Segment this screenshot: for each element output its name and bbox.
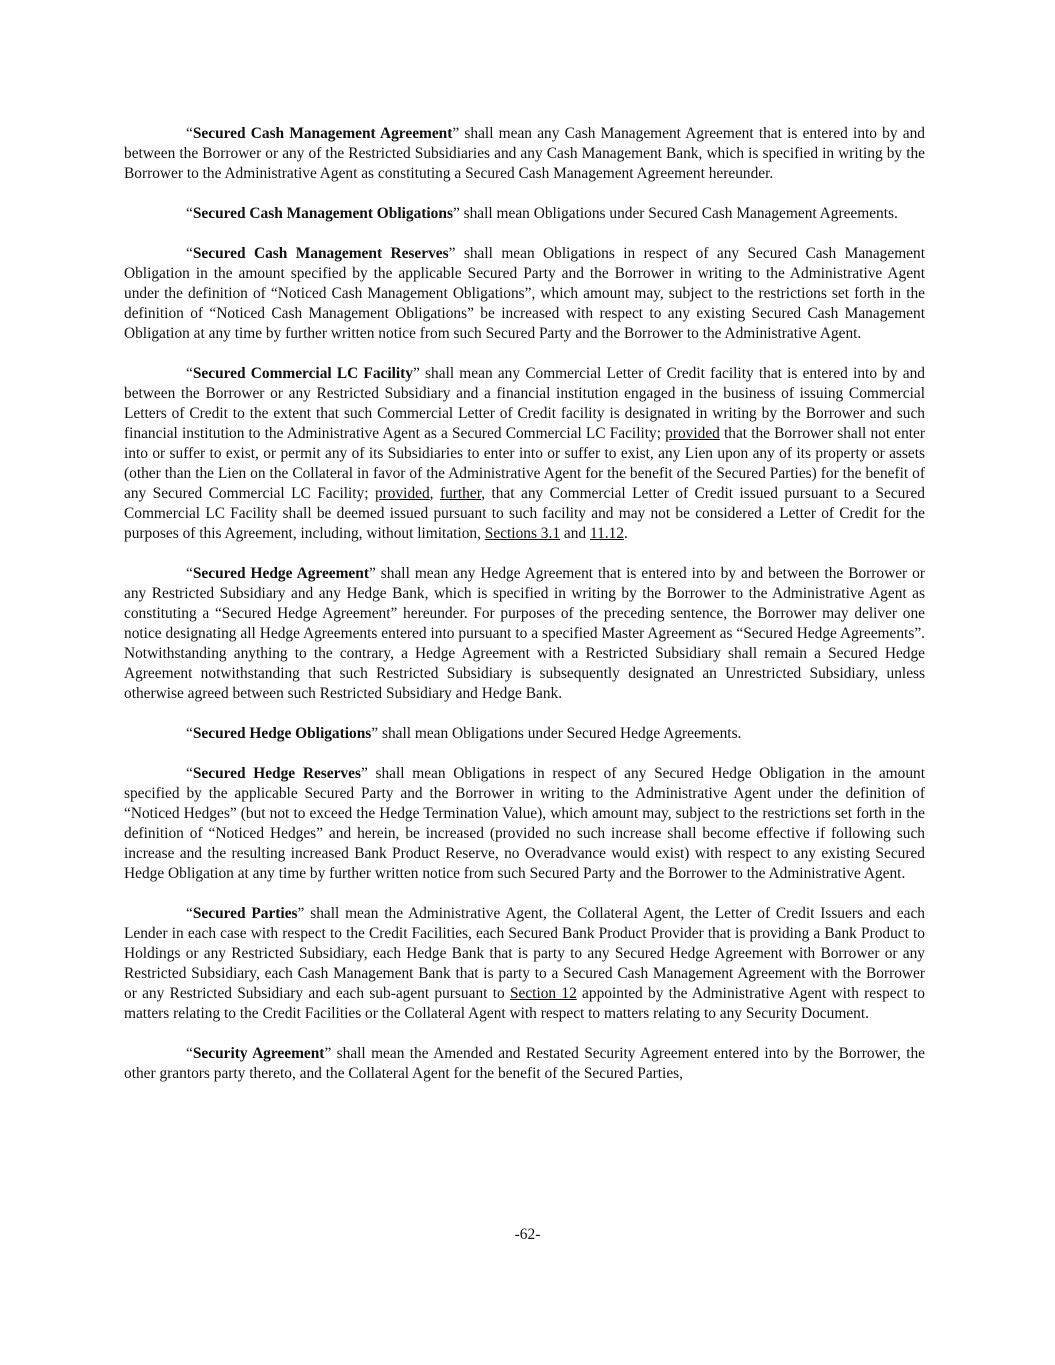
definition-text: that the Borrower shall not enter into or suffer to exist, or permit any of its Subsidiaries to enter into or suffer to exist, any Lien upon any of its property or assets (other than the Lien on the Collateral in favor of the Administrative Agent for the benefit of the Secured Parties) for the benefit of any Secured Commercial LC Facility; (124, 425, 926, 502)
definition-text: appointed by the Administrative Agent with respect to matters relating to the Credit Facilities or the Collateral Agent with respect to matters relating to any Security Document. (124, 985, 925, 1022)
definition-paragraph: “Security Agreement” shall mean the Amended and Restated Security Agreement entered into by the Borrower, the other grantors party thereto, and the Collateral Agent for the benefit of the Secured Parties, (124, 1045, 925, 1082)
definition-paragraph: “Secured Commercial LC Facility” shall mean any Commercial Letter of Credit facility that is entered into by and between the Borrower or any Restricted Subsidiary and a financial institution engaged in the business of issuing Commercial Letters of Credit to the extent that such Commercial Letter of Credit facility is designated in writing by the Borrower and such financial institution to the Administrative Agent as a Secured Commercial LC Facility; provided that the Borrower shall not enter into or suffer to exist, or permit any of its Subsidiaries to enter into or suffer to exist, any Lien upon any of its property or assets (other than the Lien on the Collateral in favor of the Administrative Agent for the benefit of the Secured Parties) for the benefit of any Secured Commercial LC Facility; provided, further, that any Commercial Letter of Credit issued pursuant to a Secured Commercial LC Facility shall be deemed issued pursuant to such facility and may not be considered a Letter of Credit for the purposes of this Agreement, including, without limitation, Sections 3.1 and 11.12. (124, 365, 926, 542)
definition-paragraph: “Secured Cash Management Reserves” shall mean Obligations in respect of any Secured Cash Management Obligation in the amount specified by the applicable Secured Party and the Borrower in writing to the Administrative Agent under the definition of “Noticed Cash Management Obligations”, which amount may, subject to the restrictions set forth in the definition of “Noticed Cash Management Obligations” be increased with respect to any existing Secured Cash Management Obligation at any time by further written notice from such Secured Party and the Borrower to the Administrative Agent. (124, 245, 925, 342)
definition-paragraph: “Secured Hedge Agreement” shall mean any Hedge Agreement that is entered into by and between the Borrower or any Restricted Subsidiary and any Hedge Bank, which is specified in writing by the Borrower to the Administrative Agent as constituting a “Secured Hedge Agreement” hereunder. For purposes of the preceding sentence, the Borrower may deliver one notice designating all Hedge Agreements entered into pursuant to a specified Master Agreement as “Secured Hedge Agreements”. Notwithstanding anything to the contrary, a Hedge Agreement with a Restricted Subsidiary shall remain a Secured Hedge Agreement notwithstanding that such Restricted Subsidiary is subsequently designated an Unrestricted Subsidiary, unless otherwise agreed between such Restricted Subsidiary and Hedge Bank. (124, 565, 925, 702)
definition-paragraph: “Secured Hedge Reserves” shall mean Obligations in respect of any Secured Hedge Obligation in the amount specified by the applicable Secured Party and the Borrower in writing to the Administrative Agent under the definition of “Noticed Hedges” (but not to exceed the Hedge Termination Value), which amount may, subject to the restrictions set forth in the definition of “Noticed Hedges” and herein, be increased (provided no such increase shall become effective if following such increase and the resulting increased Bank Product Reserve, no Overadvance would exist) with respect to any existing Secured Hedge Obligation at any time by further written notice from such Secured Party and the Borrower to the Administrative Agent. (124, 765, 925, 882)
definition-text: , (429, 485, 440, 502)
definition-text: shall mean the Administrative Agent, the Collateral Agent, the Letter of Credit Issuers and each Lender in each case with respect to the Credit Facilities, each Secured Bank Product Provider that is providing a Bank Product to Holdings or any Restricted Subsidiary, each Hedge Bank that is party to any Secured Hedge Agreement with Borrower or any Restricted Subsidiary, each Cash Management Bank that is party to a Secured Cash Management Agreement with the Borrower or any Restricted Subsidiary and each sub-agent pursuant to (124, 905, 925, 1002)
definitions-list (124, 124, 925, 1084)
definition-text: shall mean any Cash Management Agreement that is entered into by and between the Borrower or any of the Restricted Subsidiaries and any Cash Management Bank, which is specified in writing by the Borrower to the Administrative Agent as constituting a Secured Cash Management Agreement hereunder. (124, 125, 925, 182)
defined-term: Secured Hedge Obligations (192, 725, 372, 742)
page-number: -62- (514, 1226, 541, 1243)
definition-text: shall mean the Amended and Restated Security Agreement entered into by the Borrower, the other grantors party thereto, and the Collateral Agent for the benefit of the Secured Parties, (124, 1045, 925, 1082)
underlined-reference: further (439, 485, 482, 502)
defined-term: Security Agreement (192, 1045, 325, 1062)
defined-term: Secured Cash Management Reserves (192, 245, 449, 262)
definition-text: shall mean any Hedge Agreement that is entered into by and between the Borrower or any Restricted Subsidiary and any Hedge Bank, which is specified in writing by the Borrower to the Administrative Agent as constituting a “Secured Hedge Agreement” hereunder. For purposes of the preceding sentence, the Borrower may deliver one notice designating all Hedge Agreements entered into pursuant to a specified Master Agreement as “Secured Hedge Agreements”. Notwithstanding anything to the contrary, a Hedge Agreement with a Restricted Subsidiary shall remain a Secured Hedge Agreement notwithstanding that such Restricted Subsidiary is subsequently designated an Unrestricted Subsidiary, unless otherwise agreed between such Restricted Subsidiary and Hedge Bank. (124, 565, 925, 702)
underlined-reference: provided (665, 425, 720, 442)
defined-term: Secured Hedge Agreement (192, 565, 369, 582)
definition-paragraph: “Secured Hedge Obligations” shall mean Obligations under Secured Hedge Agreements. (186, 725, 742, 742)
defined-term: Secured Hedge Reserves (192, 765, 361, 782)
definition-text: . (624, 525, 628, 542)
definition-text: and (560, 525, 590, 542)
document-page (124, 124, 925, 1084)
underlined-reference: Sections 3.1 (484, 525, 561, 542)
definition-text: shall mean Obligations in respect of any Secured Hedge Obligation in the amount specified by the applicable Secured Party and the Borrower in writing to the Administrative Agent under the definition of “Noticed Hedges” (but not to exceed the Hedge Termination Value), which amount may, subject to the restrictions set forth in the definition of “Noticed Hedges” and herein, be increased (provided no such increase shall become effective if following such increase and the resulting increased Bank Product Reserve, no Overadvance would exist) with respect to any existing Secured Hedge Obligation at any time by further written notice from such Secured Party and the Borrower to the Administrative Agent. (124, 765, 925, 882)
defined-term: Secured Cash Management Agreement (192, 125, 453, 142)
definition-text: shall mean Obligations under Secured Cash Management Agreements. (463, 205, 898, 222)
definition-text: shall mean Obligations under Secured Hedge Agreements. (381, 725, 742, 742)
underlined-reference: provided (374, 485, 430, 502)
definition-text: shall mean Obligations in respect of any Secured Cash Management Obligation in the amount specified by the applicable Secured Party and the Borrower in writing to the Administrative Agent under the definition of “Noticed Cash Management Obligations”, which amount may, subject to the restrictions set forth in the definition of “Noticed Cash Management Obligations” be increased with respect to any existing Secured Cash Management Obligation at any time by further written notice from such Secured Party and the Borrower to the Administrative Agent. (124, 245, 925, 342)
definition-paragraph: “Secured Parties” shall mean the Administrative Agent, the Collateral Agent, the Letter of Credit Issuers and each Lender in each case with respect to the Credit Facilities, each Secured Bank Product Provider that is providing a Bank Product to Holdings or any Restricted Subsidiary, each Hedge Bank that is party to any Secured Hedge Agreement with Borrower or any Restricted Subsidiary, each Cash Management Bank that is party to a Secured Cash Management Agreement with the Borrower or any Restricted Subsidiary and each sub-agent pursuant to Section 12 appointed by the Administrative Agent with respect to matters relating to the Credit Facilities or the Collateral Agent with respect to matters relating to any Security Document. (124, 905, 925, 1022)
definition-text: , that any Commercial Letter of Credit issued pursuant to a Secured Commercial LC Facility shall be deemed issued pursuant to such facility and may not be considered a Letter of Credit for the purposes of this Agreement, including, without limitation, (124, 485, 925, 542)
underlined-reference: Section 12 (509, 985, 577, 1002)
definition-paragraph: “Secured Cash Management Agreement” shall mean any Cash Management Agreement that is entered into by and between the Borrower or any of the Restricted Subsidiaries and any Cash Management Bank, which is specified in writing by the Borrower to the Administrative Agent as constituting a Secured Cash Management Agreement hereunder. (124, 125, 925, 182)
definition-paragraph: “Secured Cash Management Obligations” shall mean Obligations under Secured Cash Management Agreements. (186, 205, 898, 222)
defined-term: Secured Parties (192, 905, 298, 922)
defined-term: Secured Cash Management Obligations (192, 205, 453, 222)
underlined-reference: 11.12 (589, 525, 625, 542)
defined-term: Secured Commercial LC Facility (192, 365, 414, 382)
definition-text: shall mean any Commercial Letter of Credit facility that is entered into by and between the Borrower or any Restricted Subsidiary and a financial institution engaged in the business of issuing Commercial Letters of Credit to the extent that such Commercial Letter of Credit facility is designated in writing by the Borrower and such financial institution to the Administrative Agent as a Secured Commercial LC Facility; (124, 365, 926, 442)
